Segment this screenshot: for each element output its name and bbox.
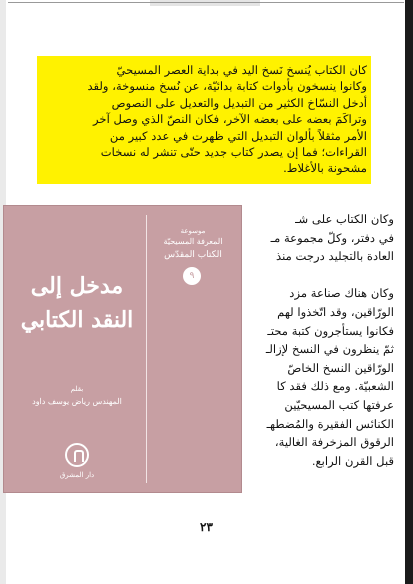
cover-title-panel [13,217,141,487]
body-line: فكانوا يستأجرون كتبة محتـ [267,323,394,338]
body-line: الورّاقين، وقد اتّخذوا لهم [277,304,394,319]
scan-artifact [150,0,260,6]
highlighted-paragraph [41,62,367,177]
top-rule [8,2,404,3]
body-line: في دفتر، وكلّ مجموعة مـ [270,230,394,245]
body-line: الشعبيّة. ومع ذلك فقد كا [276,379,394,394]
body-line: وكان هناك صناعة مزد [289,286,394,301]
page-number: ٢٣ [200,520,213,534]
cover-series-panel [153,205,242,493]
paragraph-line: كان الكتاب يُنسخ نَسخ اليد في بداية العصر المسيحيّ [116,63,367,77]
body-line: قبل القرن الرابع. [311,453,394,468]
page-right-edge [405,0,413,584]
cover-author: المهندس رياض يوسف داود [32,397,122,406]
cover-series: المعرفة المسيحيّة [163,237,223,246]
cover-divider [146,215,147,483]
cover-title-line1: مدخل إلى [30,273,124,299]
publisher-logo-icon [65,443,89,467]
body-line: الورّاقين النسخ الخاصّ [287,360,394,375]
body-line: الكنائس الفقيرة والمُضطهـ [266,416,394,431]
cover-publisher: دار المشرق [59,471,95,479]
body-line: العادة بالتجليد درجت منذ [276,249,394,264]
paragraph-line: القراءات؛ فما إن يصدر كتاب جديد حتّى تنشر له نسخات [100,144,367,159]
cover-volume-number: ٩ [183,267,201,285]
cover-author-label: بقلم [70,385,84,393]
paragraph-line: أدخل النسّاخ الكثير من التبديل والتعديل على النصوص [111,95,367,110]
body-line: ثمّ ينظرون في النسخ لإزالـ [265,342,394,357]
paragraph-line: الأمر مثقلاً بألوان التبديل التي ظهرت في عدد كبير من [109,128,367,143]
cover-title-line2: النقد الكتابي [20,307,134,333]
book-cover-image [3,205,242,493]
body-line: عرفتها كتب المسيحيّين [284,397,394,412]
body-line: وكان الكتاب على شـ [295,212,394,226]
paragraph-line: وكانوا ينسخون بأدوات كتابة بدائيّة، عن نُسخ منسوخة، ولقد [87,79,367,94]
cover-subtitle: الكتاب المقدّس [164,250,222,260]
cover-series-label: موسوعة [180,227,206,235]
paragraph-line: وتراكَمَ بعضه على بعضه الآخر، فكان النصّ الذي وصل آخر [93,112,367,127]
body-line: الرقوق المزخرفة الغالية، [274,435,394,450]
paragraph-line: مشحونة بالأغلاط. [283,161,367,176]
